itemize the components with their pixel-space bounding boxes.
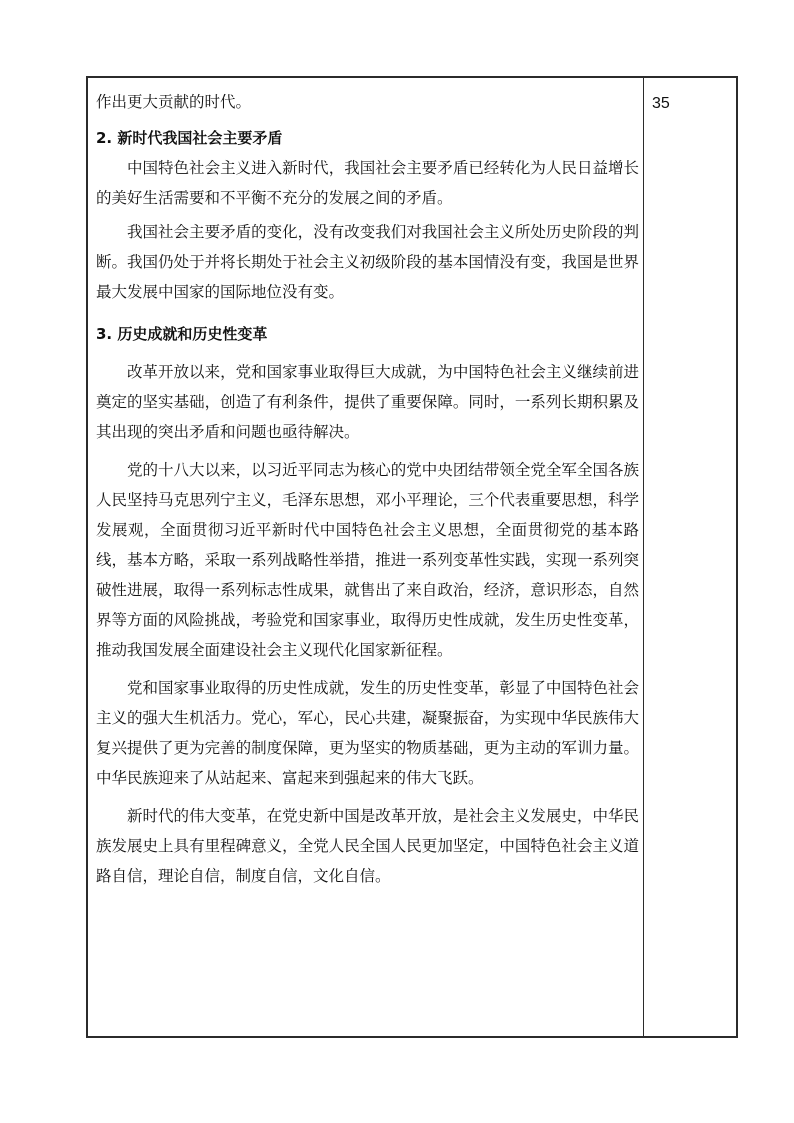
opening-line: 作出更大贡献的时代。: [96, 93, 252, 111]
paragraph: 改革开放以来，党和国家事业取得巨大成就，为中国特色社会主义继续前进奠定的坚实基础，创造了有利条件，提供了重要保障。同时，一系列长期积累及其出现的突出矛盾和问题也亟待解决。: [96, 363, 639, 441]
paragraph: 党的十八大以来，以习近平同志为核心的党中央团结带领全党全军全国各族人民坚持马克思列宁主义，毛泽东思想，邓小平理论，三个代表重要思想，科学发展观，全面贯彻习近平新时代中国特色社会主义思想，全面贯彻党的基本路线，基本方略，采取一系列战略性举措，推进一系列变革性实践，实现一系列突破性进展，取得一系列标志性成果，就售出了来自政治，经济，意识形态，自然界等方面的风险挑战，考验党和国家事业，取得历史性成就，发生历史性变革，推动我国发展全面建设社会主义现代化国家新征程。: [96, 461, 639, 659]
content-table: [86, 76, 738, 1038]
column-divider: [643, 78, 644, 1036]
section-heading-2: 2. 新时代我国社会主要矛盾: [96, 129, 283, 147]
paragraph: 我国社会主要矛盾的变化，没有改变我们对我国社会主义所处历史阶段的判断。我国仍处于并将长期处于社会主义初级阶段的基本国情没有变，我国是世界最大发展中国家的国际地位没有变。: [96, 223, 639, 301]
paragraph: 新时代的伟大变革，在党史新中国是改革开放，是社会主义发展史，中华民族发展史上具有里程碑意义，全党人民全国人民更加坚定，中国特色社会主义道路自信，理论自信，制度自信，文化自信。: [96, 807, 639, 885]
side-number: 35: [652, 95, 670, 112]
section-heading-3: 3. 历史成就和历史性变革: [96, 325, 268, 343]
main-text-cell: [96, 78, 639, 891]
paragraph: 中国特色社会主义进入新时代，我国社会主要矛盾已经转化为人民日益增长的美好生活需要和不平衡不充分的发展之间的矛盾。: [96, 159, 639, 207]
paragraph: 党和国家事业取得的历史性成就，发生的历史性变革，彰显了中国特色社会主义的强大生机活力。党心，军心，民心共建，凝聚振奋，为实现中华民族伟大复兴提供了更为完善的制度保障，更为坚实的物质基础，更为主动的军训力量。中华民族迎来了从站起来、富起来到强起来的伟大飞跃。: [96, 679, 639, 787]
